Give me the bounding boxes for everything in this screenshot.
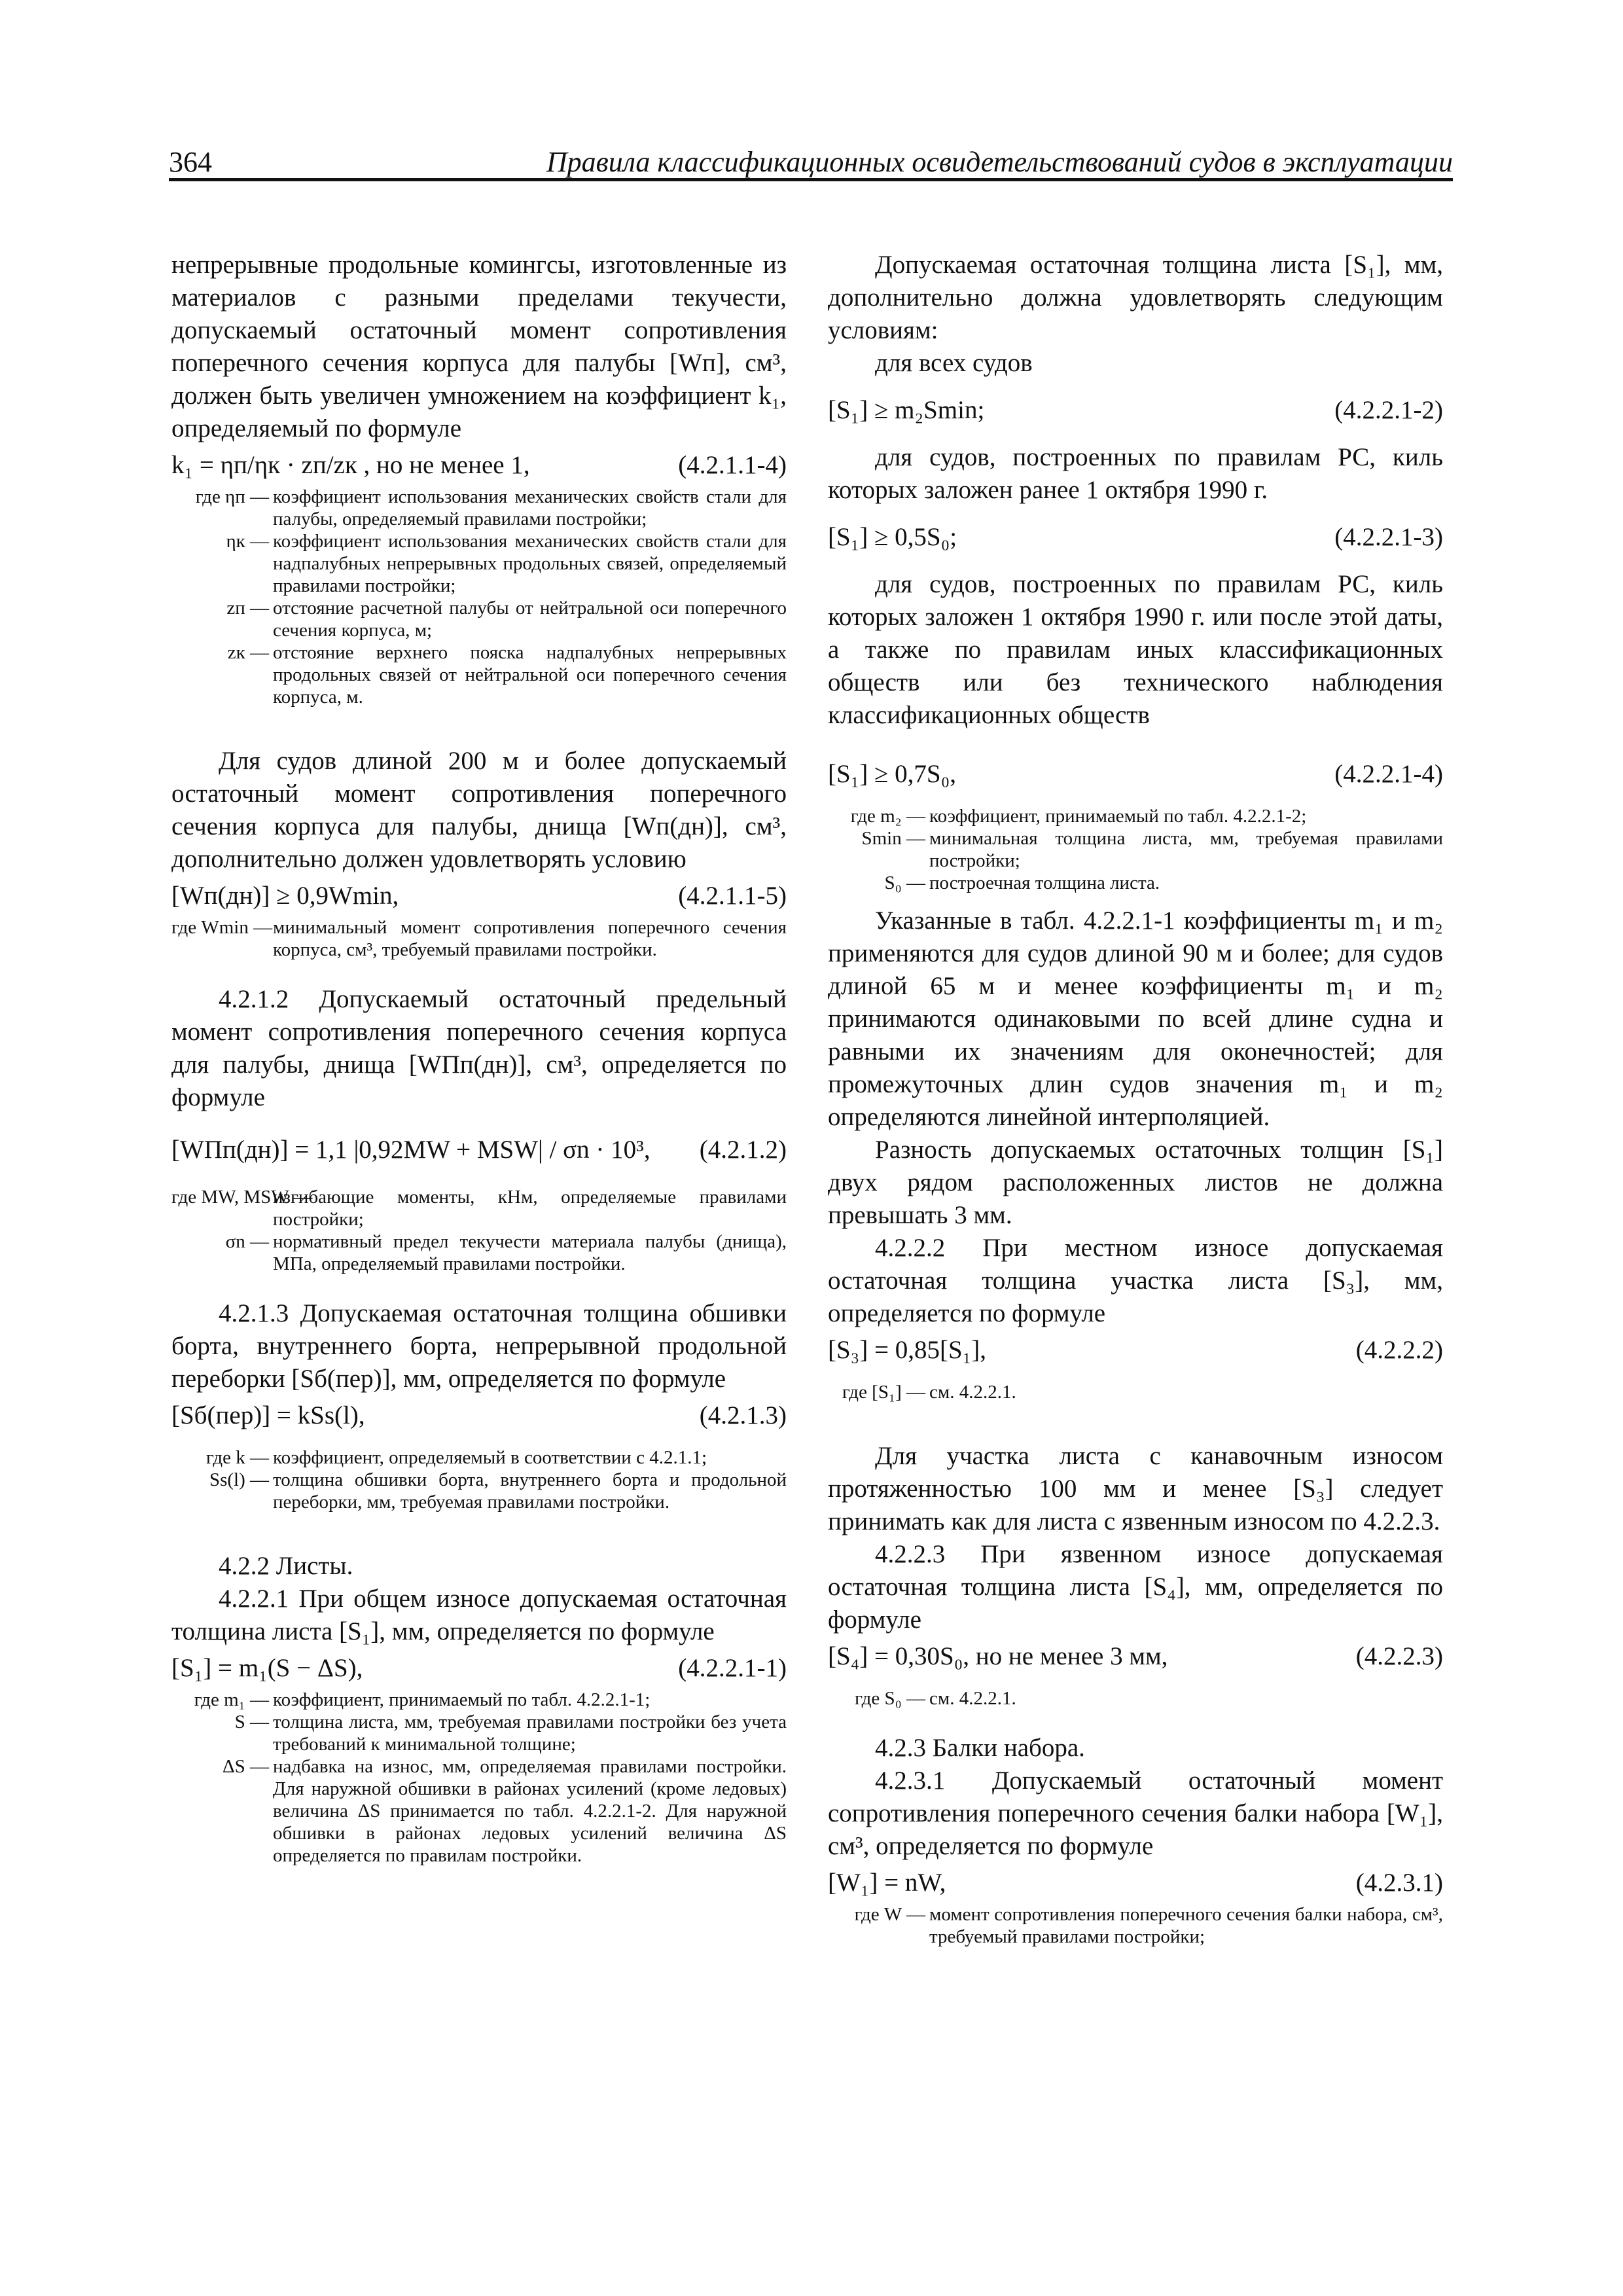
- formula-number: (4.2.2.1-4): [1334, 760, 1443, 788]
- where-definition: минимальный момент сопротивления поперечного сечения корпуса, см³, требуемый правилами постройки.: [273, 917, 787, 960]
- where-definition: надбавка на износ, мм, определяемая правилами постройки. Для наружной обшивки в районах усилений (кроме ледовых) величина ΔS принимается по табл. 4.2.2.1-2. Для наружной обшивки в районах ледовых усилений величина ΔS определяется по правилам постройки.: [273, 1756, 787, 1866]
- where-symbol: Ss(l) —: [209, 1469, 269, 1490]
- where-definition: построечная толщина листа.: [929, 872, 1160, 893]
- where-definition: отстояние верхнего пояска надпалубных непрерывных продольных связей от нейтральной оси поперечного сечения корпуса, м.: [273, 642, 787, 708]
- formula-expression: [WПп(дн)] = 1,1 |0,92MW + MSW| / σn · 10³,: [171, 1136, 651, 1164]
- paragraph: Разность допускаемых остаточных толщин [S₁] двух рядом расположенных листов не должна превышать 3 мм.: [828, 1136, 1443, 1229]
- formula-4-2-2-3: [828, 1636, 1443, 1677]
- formula-expression: [Wп(дн)] ≥ 0,9Wmin,: [171, 882, 399, 910]
- where-symbol: σn —: [225, 1231, 269, 1252]
- where-list: [828, 1687, 1443, 1710]
- where-symbol: где [S₁] —: [842, 1382, 925, 1403]
- where-list: [171, 1446, 787, 1513]
- where-definition: толщина обшивки борта, внутреннего борта и продольной переборки, мм, требуемая правилами постройки.: [273, 1469, 787, 1513]
- where-symbol: где Wmin —: [171, 917, 273, 938]
- where-symbol: zп —: [226, 598, 269, 619]
- page-header: [169, 145, 1453, 179]
- where-list: [828, 805, 1443, 894]
- where-symbol: где k —: [205, 1447, 269, 1468]
- where-symbol: S₀ —: [884, 872, 925, 893]
- where-list: [828, 1903, 1443, 1948]
- formula-number: (4.2.1.3): [699, 1401, 787, 1429]
- where-list: [828, 1381, 1443, 1403]
- where-symbol: ΔS —: [222, 1756, 269, 1777]
- where-symbol: где m₁ —: [194, 1689, 269, 1710]
- where-symbol: где W —: [854, 1904, 925, 1925]
- formula-4-2-2-2: [828, 1330, 1443, 1371]
- where-definition: изгибающие моменты, кНм, определяемые правилами постройки;: [273, 1187, 787, 1230]
- formula-number: (4.2.1.2): [699, 1136, 787, 1164]
- formula-expression: [S₄] = 0,30S₀, но не менее 3 мм,: [828, 1642, 1168, 1670]
- paragraph: 4.2.2.3 При язвенном износе допускаемая остаточная толщина листа [S₄], мм, определяется по формуле: [828, 1540, 1443, 1634]
- formula-4-2-2-1-4: [828, 754, 1443, 795]
- formula-number: (4.2.3.1): [1355, 1869, 1443, 1897]
- where-symbol: где S₀ —: [855, 1688, 925, 1709]
- left-column: [171, 249, 787, 1867]
- formula-expression: k₁ = ηп/ηк · zп/zк , но не менее 1,: [171, 451, 530, 479]
- formula-expression: [Sб(пер)] = kSs(l),: [171, 1401, 365, 1429]
- where-definition: нормативный предел текучести материала палубы (днища), МПа, определяемый правилами постройки.: [273, 1231, 787, 1274]
- where-list: [171, 1689, 787, 1867]
- formula-number: (4.2.2.2): [1355, 1336, 1443, 1364]
- formula-4-2-1-1-4: [171, 445, 787, 486]
- section-heading: 4.2.3 Балки набора.: [875, 1734, 1085, 1762]
- running-title: Правила классификационных освидетельствований судов в эксплуатации: [546, 146, 1453, 178]
- right-column: [828, 249, 1443, 1948]
- formula-4-2-3-1: [828, 1863, 1443, 1903]
- formula-4-2-2-1-2: [828, 390, 1443, 431]
- paragraph: 4.2.2.2 При местном износе допускаемая остаточная толщина участка листа [S₃], мм, определяется по формуле: [828, 1234, 1443, 1327]
- where-symbol: ηк —: [226, 531, 269, 552]
- where-list: [171, 1186, 787, 1275]
- paragraph: 4.2.3.1 Допускаемый остаточный момент сопротивления поперечного сечения балки набора [W₁], см³, определяется по формуле: [828, 1767, 1443, 1860]
- formula-number: (4.2.1.1-4): [678, 451, 787, 479]
- formula-expression: [S₁] = m₁(S − ΔS),: [171, 1654, 363, 1682]
- where-definition: коэффициент использования механических свойств стали для палубы, определяемый правилами постройки;: [273, 486, 787, 529]
- where-symbol: где ηп —: [195, 486, 269, 507]
- where-definition: коэффициент использования механических свойств стали для надпалубных непрерывных продольных связей, определяемый правилами постройки;: [273, 531, 787, 596]
- where-symbol: где MW, MSW —: [171, 1187, 313, 1208]
- header-rule: [169, 178, 1453, 181]
- paragraph: Для судов длиной 200 м и более допускаемый остаточный момент сопротивления поперечного сечения корпуса для палубы, днища [Wп(дн)], см³, дополнительно должен удовлетворять условию: [171, 747, 787, 873]
- where-symbol: Smin —: [861, 828, 925, 849]
- formula-number: (4.2.2.3): [1355, 1642, 1443, 1670]
- where-definition: минимальная толщина листа, мм, требуемая правилами постройки;: [929, 828, 1443, 871]
- formula-4-2-1-2: [171, 1114, 787, 1186]
- paragraph: 4.2.1.3 Допускаемая остаточная толщина обшивки борта, внутреннего борта, непрерывной продольной переборки [Sб(пер)], мм, определяется по формуле: [171, 1299, 787, 1393]
- where-definition: отстояние расчетной палубы от нейтральной оси поперечного сечения корпуса, м;: [273, 598, 787, 641]
- formula-4-2-2-1-3: [828, 517, 1443, 558]
- formula-number: (4.2.2.1-1): [678, 1654, 787, 1682]
- formula-expression: [S₃] = 0,85[S₁],: [828, 1336, 987, 1364]
- where-symbol: S —: [234, 1712, 269, 1732]
- section-heading: 4.2.2 Листы.: [219, 1552, 353, 1580]
- formula-number: (4.2.2.1-2): [1334, 396, 1443, 424]
- where-symbol: где m₂ —: [850, 806, 925, 827]
- where-definition: см. 4.2.2.1.: [929, 1382, 1016, 1403]
- paragraph: для судов, построенных по правилам РС, киль которых заложен ранее 1 октября 1990 г.: [828, 443, 1443, 504]
- paragraph: Допускаемая остаточная толщина листа [S₁], мм, дополнительно должна удовлетворять следующим условиям:: [828, 251, 1443, 344]
- where-definition: см. 4.2.2.1.: [929, 1688, 1016, 1709]
- where-list: [171, 486, 787, 708]
- formula-expression: [S₁] ≥ 0,7S₀,: [828, 760, 956, 788]
- formula-expression: [S₁] ≥ m₂Smin;: [828, 396, 985, 424]
- formula-4-2-2-1-1: [171, 1648, 787, 1689]
- formula-expression: [S₁] ≥ 0,5S₀;: [828, 523, 957, 551]
- formula-number: (4.2.1.1-5): [678, 882, 787, 910]
- where-symbol: zк —: [227, 642, 269, 663]
- where-definition: толщина листа, мм, требуемая правилами постройки без учета требований к минимальной толщине;: [273, 1712, 787, 1755]
- paragraph: Для участка листа с канавочным износом протяженностью 100 мм и менее [S₃] следует принимать как для листа с язвенным износом по 4.2.2.3.: [828, 1442, 1443, 1535]
- page-number: 364: [169, 146, 212, 178]
- paragraph: 4.2.1.2 Допускаемый остаточный предельный момент сопротивления поперечного сечения корпуса для палубы, днища [WПп(дн)], см³, определяется по формуле: [171, 985, 787, 1111]
- paragraph: 4.2.2.1 При общем износе допускаемая остаточная толщина листа [S₁], мм, определяется по формуле: [171, 1585, 787, 1645]
- paragraph: для всех судов: [875, 349, 1033, 377]
- where-definition: коэффициент, определяемый в соответствии с 4.2.1.1;: [273, 1447, 707, 1468]
- where-definition: момент сопротивления поперечного сечения балки набора, см³, требуемый правилами постройки;: [929, 1904, 1443, 1947]
- formula-4-2-1-1-5: [171, 876, 787, 916]
- formula-expression: [W₁] = nW,: [828, 1869, 946, 1897]
- paragraph: Указанные в табл. 4.2.2.1-1 коэффициенты m₁ и m₂ применяются для судов длиной 90 м и более; для судов длиной 65 м и менее коэффициенты m₁ и m₂ принимаются одинаковыми по всей длине судна и равными их значениям для оконечностей; для промежуточных длин судов значения m₁ и m₂ определяются линейной интерполяцией.: [828, 906, 1443, 1131]
- paragraph: для судов, построенных по правилам РС, киль которых заложен 1 октября 1990 г. или после этой даты, а также по правилам иных классификационных обществ или без технического наблюдения классификационных обществ: [828, 570, 1443, 729]
- paragraph: непрерывные продольные комингсы, изготовленные из материалов с разными пределами текучести, допускаемый остаточный момент сопротивления поперечного сечения корпуса для палубы [Wп], см³, должен быть увеличен умножением на коэффициент k₁, определяемый по формуле: [171, 251, 787, 442]
- formula-number: (4.2.2.1-3): [1334, 523, 1443, 551]
- formula-4-2-1-3: [171, 1395, 787, 1436]
- where-definition: коэффициент, принимаемый по табл. 4.2.2.1-1;: [273, 1689, 651, 1710]
- where-definition: коэффициент, принимаемый по табл. 4.2.2.1-2;: [929, 806, 1307, 827]
- where-list: [171, 916, 787, 961]
